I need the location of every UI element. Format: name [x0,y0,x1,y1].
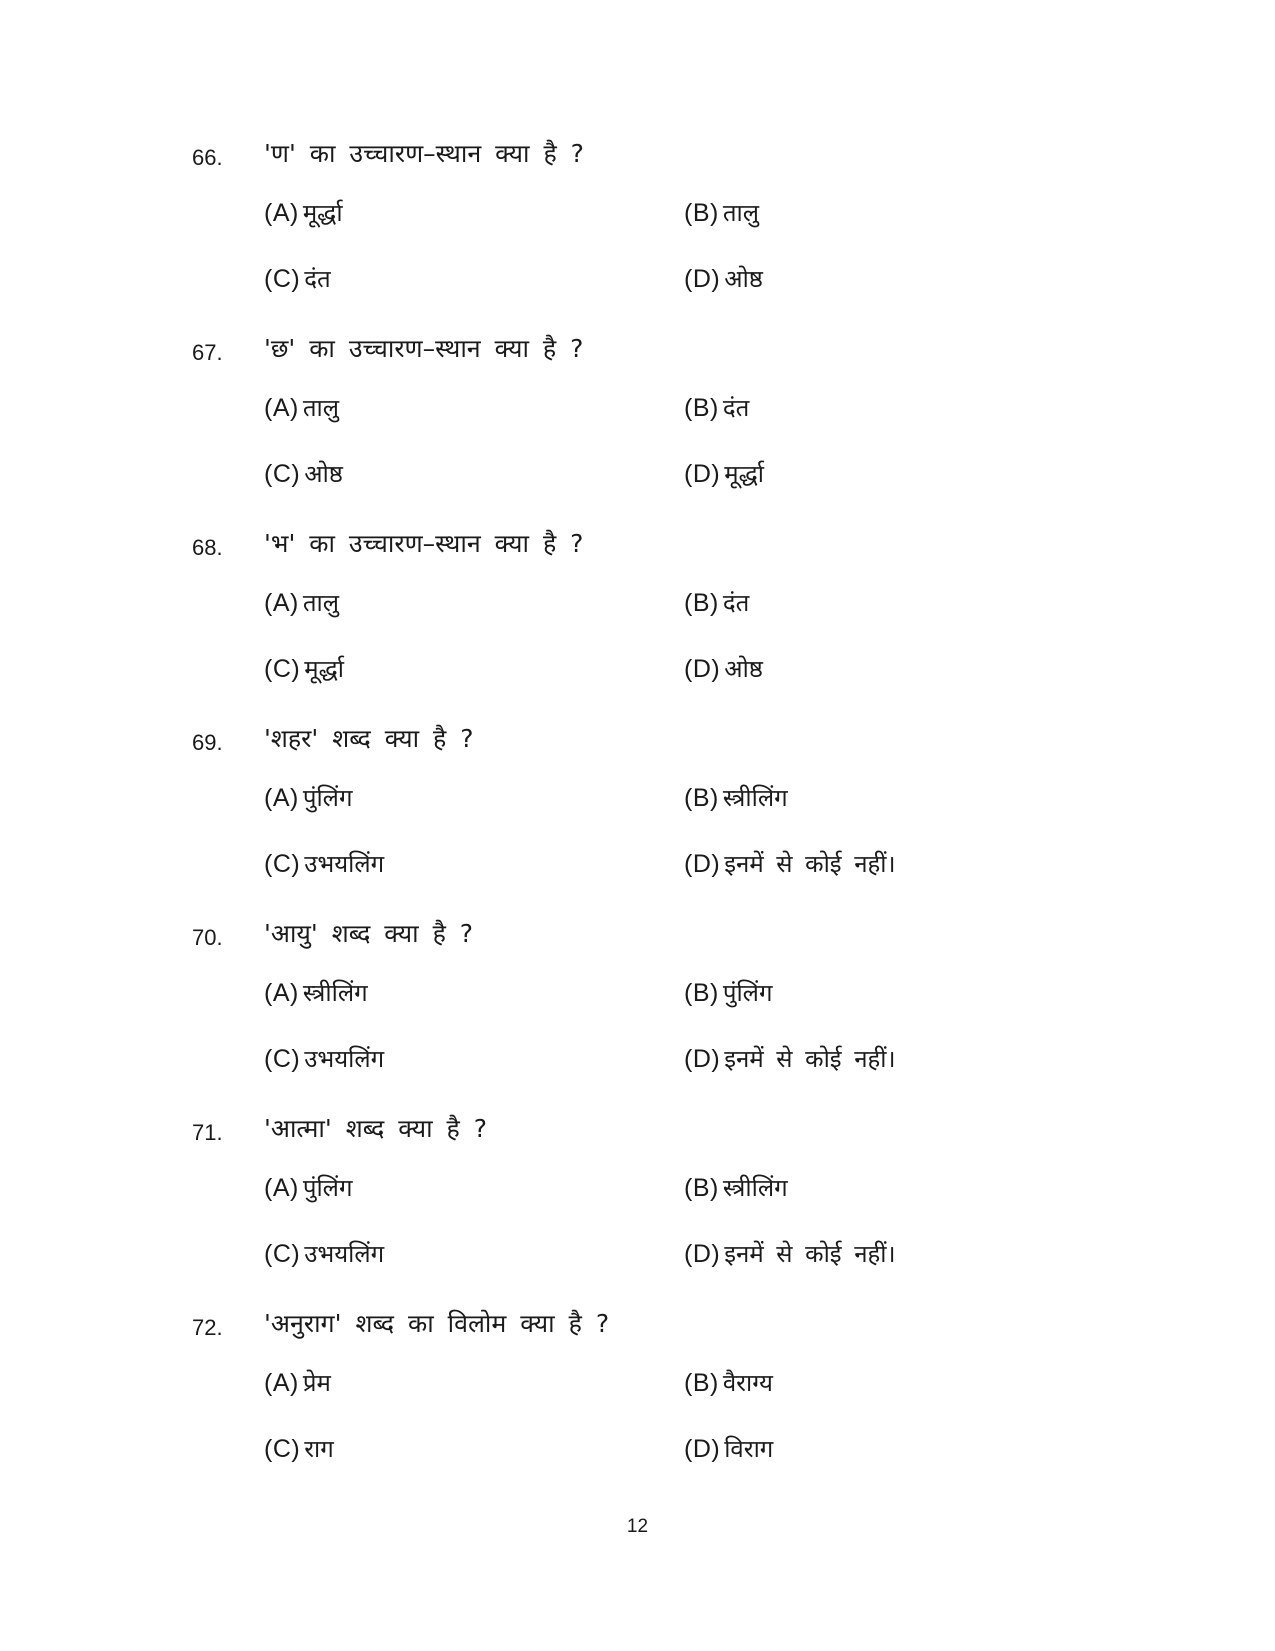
option-letter: (B) [684,1174,719,1202]
option-letter: (B) [684,1369,719,1397]
question-number: 68. [192,535,223,560]
option-letter: (A) [264,394,299,422]
question-69 [0,724,1275,920]
option-c [264,1433,334,1468]
option-letter: (C) [264,1045,301,1073]
option-text: ओष्ठ [304,460,343,488]
option-c [264,653,344,688]
option-text: इनमें से कोई नहीं। [724,1045,896,1073]
option-c [264,848,384,883]
option-text: तालु [302,394,339,422]
option-text: इनमें से कोई नहीं। [724,850,896,878]
option-a [264,1172,352,1207]
option-letter: (D) [684,1435,721,1463]
question-71 [0,1114,1275,1310]
option-b [684,1367,773,1402]
option-text: तालु [302,589,339,617]
question-text: 'आत्मा' शब्द क्या है ? [264,1114,488,1143]
option-text: पुंलिंग [302,1174,353,1202]
option-text: स्त्रीलिंग [302,979,368,1007]
option-letter: (A) [264,1369,299,1397]
question-number: 69. [192,730,223,755]
question-number: 67. [192,340,223,365]
option-text: प्रेम [302,1369,331,1397]
option-letter: (D) [684,460,721,488]
option-c [264,1043,384,1078]
option-letter: (B) [684,394,719,422]
option-letter: (D) [684,1240,721,1268]
option-text: तालु [722,199,759,227]
option-letter: (D) [684,1045,721,1073]
option-letter: (B) [684,589,719,617]
option-text: ओष्ठ [724,655,763,683]
page-number: 12 [626,1516,649,1537]
option-letter: (A) [264,784,299,812]
option-letter: (C) [264,1435,301,1463]
option-b [684,587,749,622]
option-letter: (D) [684,850,721,878]
option-text: वैराग्य [722,1369,773,1397]
option-text: इनमें से कोई नहीं। [724,1240,896,1268]
option-text: राग [304,1435,334,1463]
option-letter: (A) [264,979,299,1007]
question-68 [0,529,1275,725]
option-c [264,458,343,493]
option-text: ओष्ठ [724,265,763,293]
option-text: दंत [304,265,331,293]
option-b [684,782,788,817]
question-text: 'आयु' शब्द क्या है ? [264,919,474,948]
option-a [264,1367,331,1402]
option-text: मूर्द्धा [302,199,343,227]
option-d [684,848,896,883]
option-a [264,782,352,817]
option-text: स्त्रीलिंग [722,1174,788,1202]
option-text: दंत [722,394,750,422]
question-67 [0,334,1275,530]
option-d [684,1433,773,1468]
option-text: मूर्द्धा [304,655,344,683]
option-text: पुंलिंग [722,979,773,1007]
question-66 [0,139,1275,335]
option-text: उभयलिंग [304,850,385,878]
option-d [684,1238,896,1273]
option-letter: (C) [264,655,301,683]
option-a [264,197,343,232]
option-d [684,1043,896,1078]
option-a [264,977,368,1012]
question-text: 'छ' का उच्चारण–स्थान क्या है ? [264,334,584,363]
option-letter: (C) [264,460,301,488]
option-text: स्त्रीलिंग [722,784,788,812]
option-letter: (C) [264,265,301,293]
option-letter: (D) [684,655,721,683]
option-d [684,263,763,298]
option-letter: (A) [264,1174,299,1202]
option-text: विराग [724,1435,774,1463]
question-text: 'भ' का उच्चारण–स्थान क्या है ? [264,529,584,558]
option-letter: (C) [264,850,301,878]
option-b [684,392,749,427]
option-text: उभयलिंग [304,1045,385,1073]
question-number: 72. [192,1315,223,1340]
question-number: 71. [192,1120,223,1145]
option-letter: (B) [684,784,719,812]
option-text: दंत [722,589,750,617]
option-a [264,587,339,622]
option-letter: (D) [684,265,721,293]
option-a [264,392,339,427]
question-text: 'ण' का उच्चारण–स्थान क्या है ? [264,139,584,168]
question-number: 70. [192,925,223,950]
option-b [684,977,772,1012]
option-letter: (B) [684,199,719,227]
option-text: मूर्द्धा [724,460,764,488]
option-b [684,1172,788,1207]
option-letter: (A) [264,589,299,617]
option-d [684,653,763,688]
option-text: उभयलिंग [304,1240,385,1268]
question-72 [0,1309,1275,1505]
question-text: 'अनुराग' शब्द का विलोम क्या है ? [264,1309,610,1338]
question-70 [0,919,1275,1115]
option-text: पुंलिंग [302,784,353,812]
option-d [684,458,764,493]
option-letter: (A) [264,199,299,227]
option-c [264,263,331,298]
option-letter: (C) [264,1240,301,1268]
question-text: 'शहर' शब्द क्या है ? [264,724,474,753]
option-c [264,1238,384,1273]
question-number: 66. [192,145,223,170]
option-letter: (B) [684,979,719,1007]
option-b [684,197,759,232]
